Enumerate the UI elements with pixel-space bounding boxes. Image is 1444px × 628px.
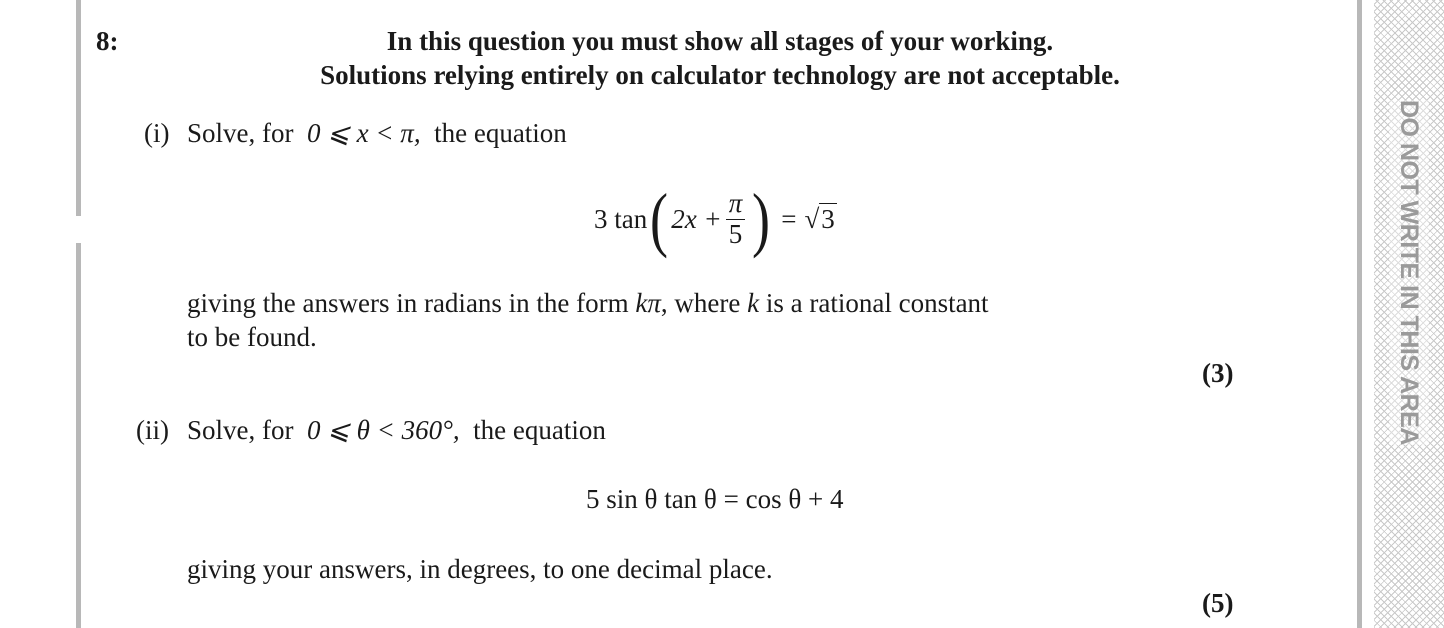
part-ii-prompt-end: the equation (473, 415, 606, 445)
eq-coefficient: 3 tan (594, 203, 648, 234)
left-margin-rule-top (76, 0, 81, 216)
part-i-text-line-1 (187, 288, 989, 319)
eq-equals: = (781, 203, 797, 234)
part-i-condition: 0 ⩽ x < π, (306, 118, 421, 148)
part-i-text-a: giving the answers in radians in the form (187, 288, 629, 318)
part-i-text-k: k (747, 288, 760, 318)
do-not-write-label: DO NOT WRITE IN THIS AREA (1389, 100, 1429, 445)
eq-frac-numerator: π (728, 187, 743, 218)
left-paren: ( (650, 179, 669, 259)
part-ii-marks: (5) (1202, 588, 1234, 618)
part-i-equation (594, 178, 837, 260)
right-margin-rule (1357, 0, 1362, 628)
part-i-prompt-start: Solve, for (187, 118, 294, 148)
eq-frac-denominator: 5 (726, 219, 746, 250)
part-ii-condition: 0 ⩽ θ < 360°, (306, 415, 460, 445)
part-i-text-b: , where (660, 288, 741, 318)
part-i-prompt-end: the equation (434, 118, 567, 148)
sqrt-sign: √ (804, 203, 820, 234)
part-ii-label: (ii) (136, 415, 169, 445)
part-ii-equation: 5 sin θ tan θ = cos θ + 4 (586, 484, 844, 514)
part-ii-prompt-start: Solve, for (187, 415, 294, 445)
part-ii-prompt (187, 415, 606, 446)
part-i-text-kpi: kπ (635, 288, 661, 318)
part-i-text-c: is a rational constant (765, 288, 989, 318)
instruction-line-1: In this question you must show all stages of your working. (386, 26, 1054, 56)
part-ii-text: giving your answers, in degrees, to one decimal place. (187, 554, 773, 584)
part-i-label: (i) (144, 118, 170, 148)
eq-inner: 2x + (671, 203, 722, 234)
eq-rhs-sqrt: 3 (821, 204, 835, 234)
part-i-marks: (3) (1202, 358, 1234, 388)
eq-fraction (726, 189, 746, 249)
instruction-line-2: Solutions relying entirely on calculator technology are not acceptable. (320, 60, 1120, 90)
left-margin-rule-bottom (76, 243, 81, 628)
right-paren: ) (752, 179, 771, 259)
part-i-text-line-2: to be found. (187, 322, 317, 352)
question-number: 8: (96, 26, 119, 56)
part-i-prompt (187, 118, 567, 149)
